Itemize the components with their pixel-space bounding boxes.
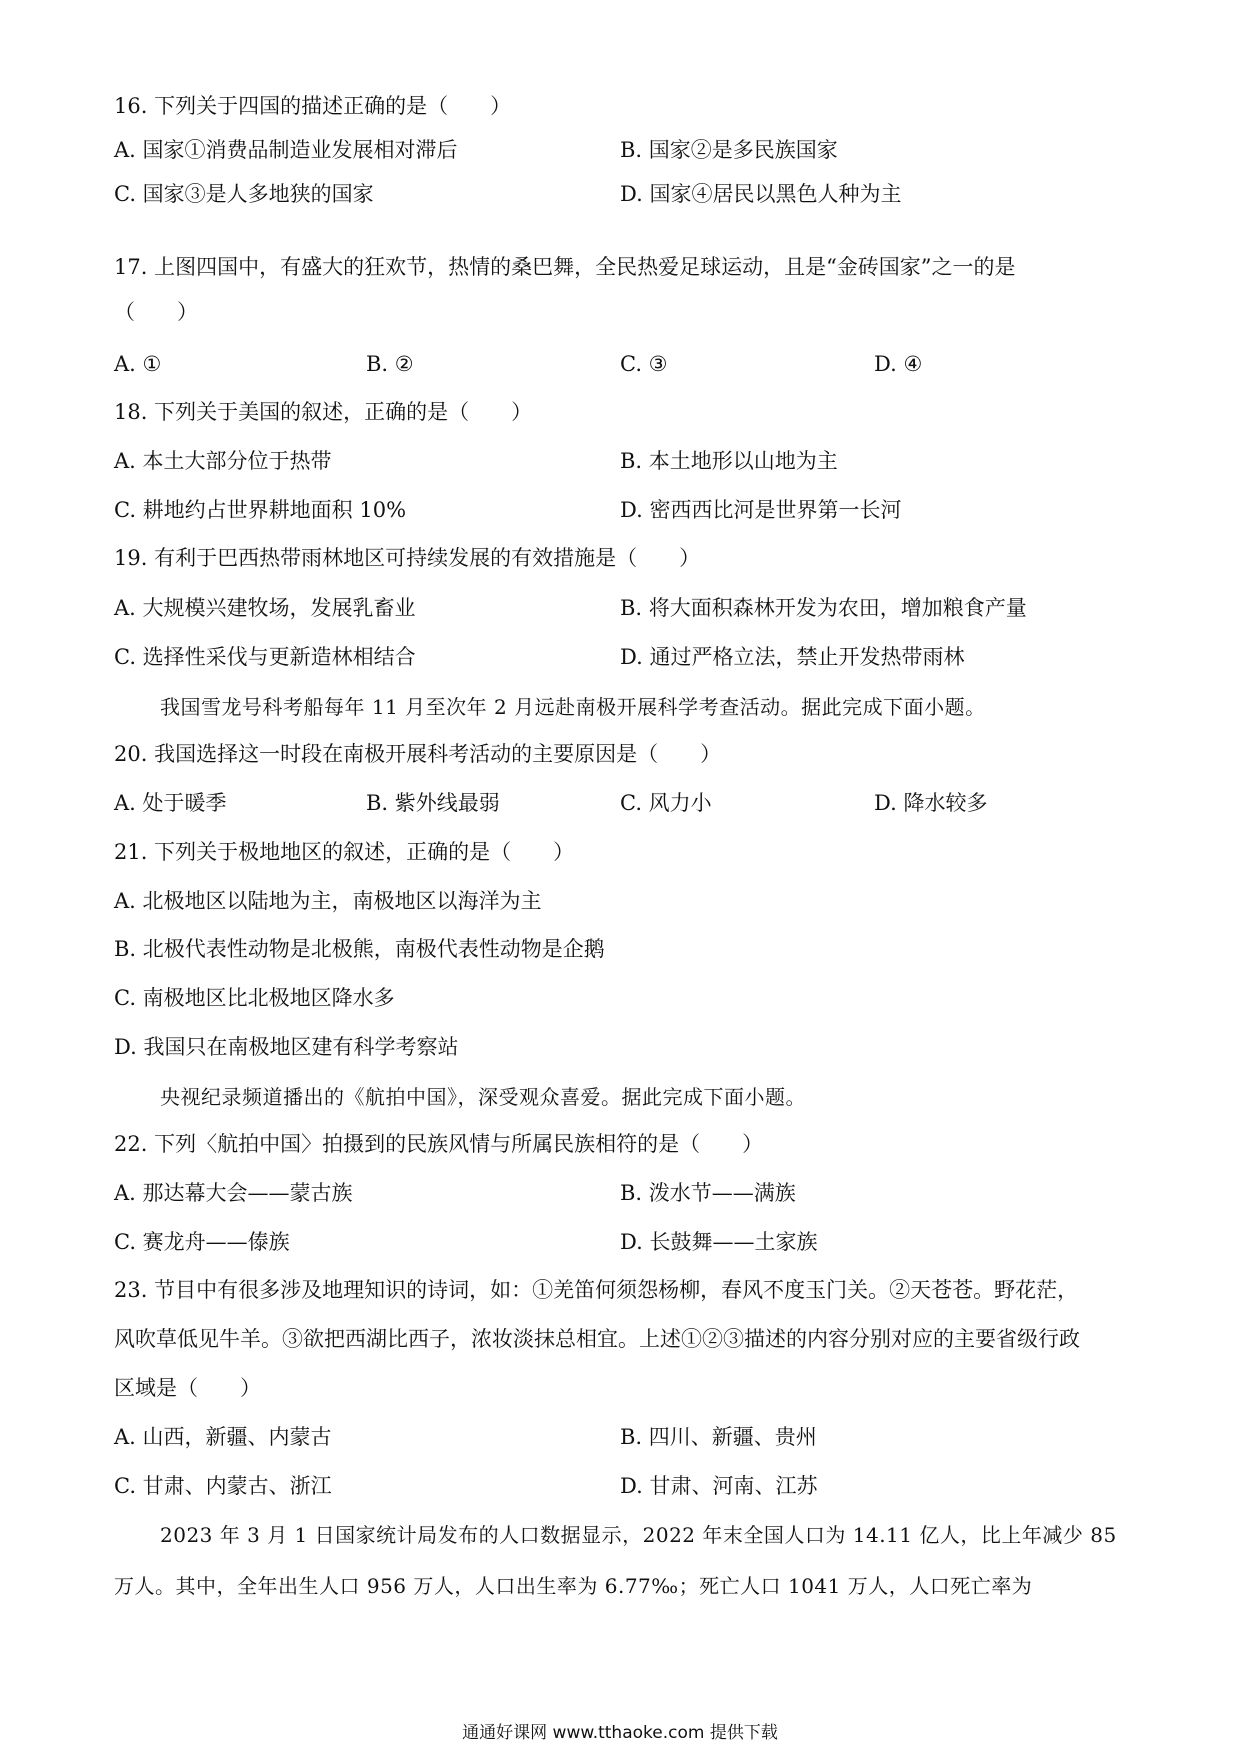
question-16-option-d: D. 国家④居民以黑色人种为主 — [620, 182, 902, 206]
question-23-stem-line-1: 23. 节目中有很多涉及地理知识的诗词，如：①羌笛何须怨杨柳，春风不度玉门关。②天苍苍。野花茫， — [114, 1278, 1079, 1302]
passage-hangpai: 央视纪录频道播出的《航拍中国》，深受观众喜爱。据此完成下面小题。 — [160, 1085, 806, 1109]
question-22-option-a: A. 那达幕大会——蒙古族 — [114, 1181, 353, 1205]
question-23-stem-line-3: 区域是（ ） — [114, 1376, 261, 1400]
question-23-option-c: C. 甘肃、内蒙古、浙江 — [114, 1474, 332, 1498]
passage-xuelong: 我国雪龙号科考船每年 11 月至次年 2 月远赴南极开展科学考查活动。据此完成下面小题。 — [160, 695, 986, 719]
question-17-option-b: B. ② — [366, 352, 414, 376]
footer-credit: 通通好课网 www.tthaoke.com 提供下载 — [462, 1723, 778, 1743]
question-19-option-a: A. 大规模兴建牧场，发展乳畜业 — [114, 596, 416, 620]
question-21-option-b: B. 北极代表性动物是北极熊，南极代表性动物是企鹅 — [114, 937, 605, 961]
question-20-option-a: A. 处于暖季 — [114, 791, 227, 815]
question-16-option-b: B. 国家②是多民族国家 — [620, 138, 838, 162]
question-22-option-b: B. 泼水节——满族 — [620, 1181, 796, 1205]
question-23-option-a: A. 山西，新疆、内蒙古 — [114, 1425, 332, 1449]
passage-population-line-1: 2023 年 3 月 1 日国家统计局发布的人口数据显示，2022 年末全国人口为 14.11 亿人，比上年减少 85 — [160, 1523, 1117, 1547]
question-22-option-c: C. 赛龙舟——傣族 — [114, 1230, 290, 1254]
question-16-option-a: A. 国家①消费品制造业发展相对滞后 — [114, 138, 458, 162]
question-16-stem: 16. 下列关于四国的描述正确的是（ ） — [114, 94, 512, 118]
question-19-option-b: B. 将大面积森林开发为农田，增加粮食产量 — [620, 596, 1027, 620]
question-23-stem-line-2: 风吹草低见牛羊。③欲把西湖比西子，浓妆淡抹总相宜。上述①②③描述的内容分别对应的主要省级行政 — [114, 1327, 1080, 1351]
question-19-stem: 19. 有利于巴西热带雨林地区可持续发展的有效措施是（ ） — [114, 546, 701, 570]
question-20-option-c: C. 风力小 — [620, 791, 712, 815]
question-16-option-c: C. 国家③是人多地狭的国家 — [114, 182, 374, 206]
question-18-option-c: C. 耕地约占世界耕地面积 10% — [114, 498, 407, 522]
question-18-option-d: D. 密西西比河是世界第一长河 — [620, 498, 902, 522]
question-18-option-b: B. 本土地形以山地为主 — [620, 449, 838, 473]
question-21-option-d: D. 我国只在南极地区建有科学考察站 — [114, 1035, 459, 1059]
question-22-option-d: D. 长鼓舞——土家族 — [620, 1230, 818, 1254]
passage-population-line-2: 万人。其中，全年出生人口 956 万人，人口出生率为 6.77‰；死亡人口 1041 万人，人口死亡率为 — [114, 1574, 1033, 1598]
question-17-stem: 17. 上图四国中，有盛大的狂欢节，热情的桑巴舞，全民热爱足球运动，且是“金砖国家”之一的是 — [114, 255, 1016, 279]
question-23-option-b: B. 四川、新疆、贵州 — [620, 1425, 817, 1449]
question-18-option-a: A. 本土大部分位于热带 — [114, 449, 332, 473]
question-20-option-d: D. 降水较多 — [874, 791, 988, 815]
question-19-option-c: C. 选择性采伐与更新造林相结合 — [114, 645, 416, 669]
question-17-option-d: D. ④ — [874, 352, 923, 376]
question-17-stem-cont: （ ） — [114, 300, 198, 324]
question-21-stem: 21. 下列关于极地地区的叙述，正确的是（ ） — [114, 840, 575, 864]
question-22-stem: 22. 下列〈航拍中国〉拍摄到的民族风情与所属民族相符的是（ ） — [114, 1132, 764, 1156]
question-17-option-c: C. ③ — [620, 352, 668, 376]
question-23-option-d: D. 甘肃、河南、江苏 — [620, 1474, 818, 1498]
question-20-option-b: B. 紫外线最弱 — [366, 791, 500, 815]
question-18-stem: 18. 下列关于美国的叙述，正确的是（ ） — [114, 400, 533, 424]
question-21-option-a: A. 北极地区以陆地为主，南极地区以海洋为主 — [114, 889, 542, 913]
question-20-stem: 20. 我国选择这一时段在南极开展科考活动的主要原因是（ ） — [114, 742, 722, 766]
question-19-option-d: D. 通过严格立法，禁止开发热带雨林 — [620, 645, 965, 669]
question-21-option-c: C. 南极地区比北极地区降水多 — [114, 986, 395, 1010]
question-17-option-a: A. ① — [114, 352, 162, 376]
